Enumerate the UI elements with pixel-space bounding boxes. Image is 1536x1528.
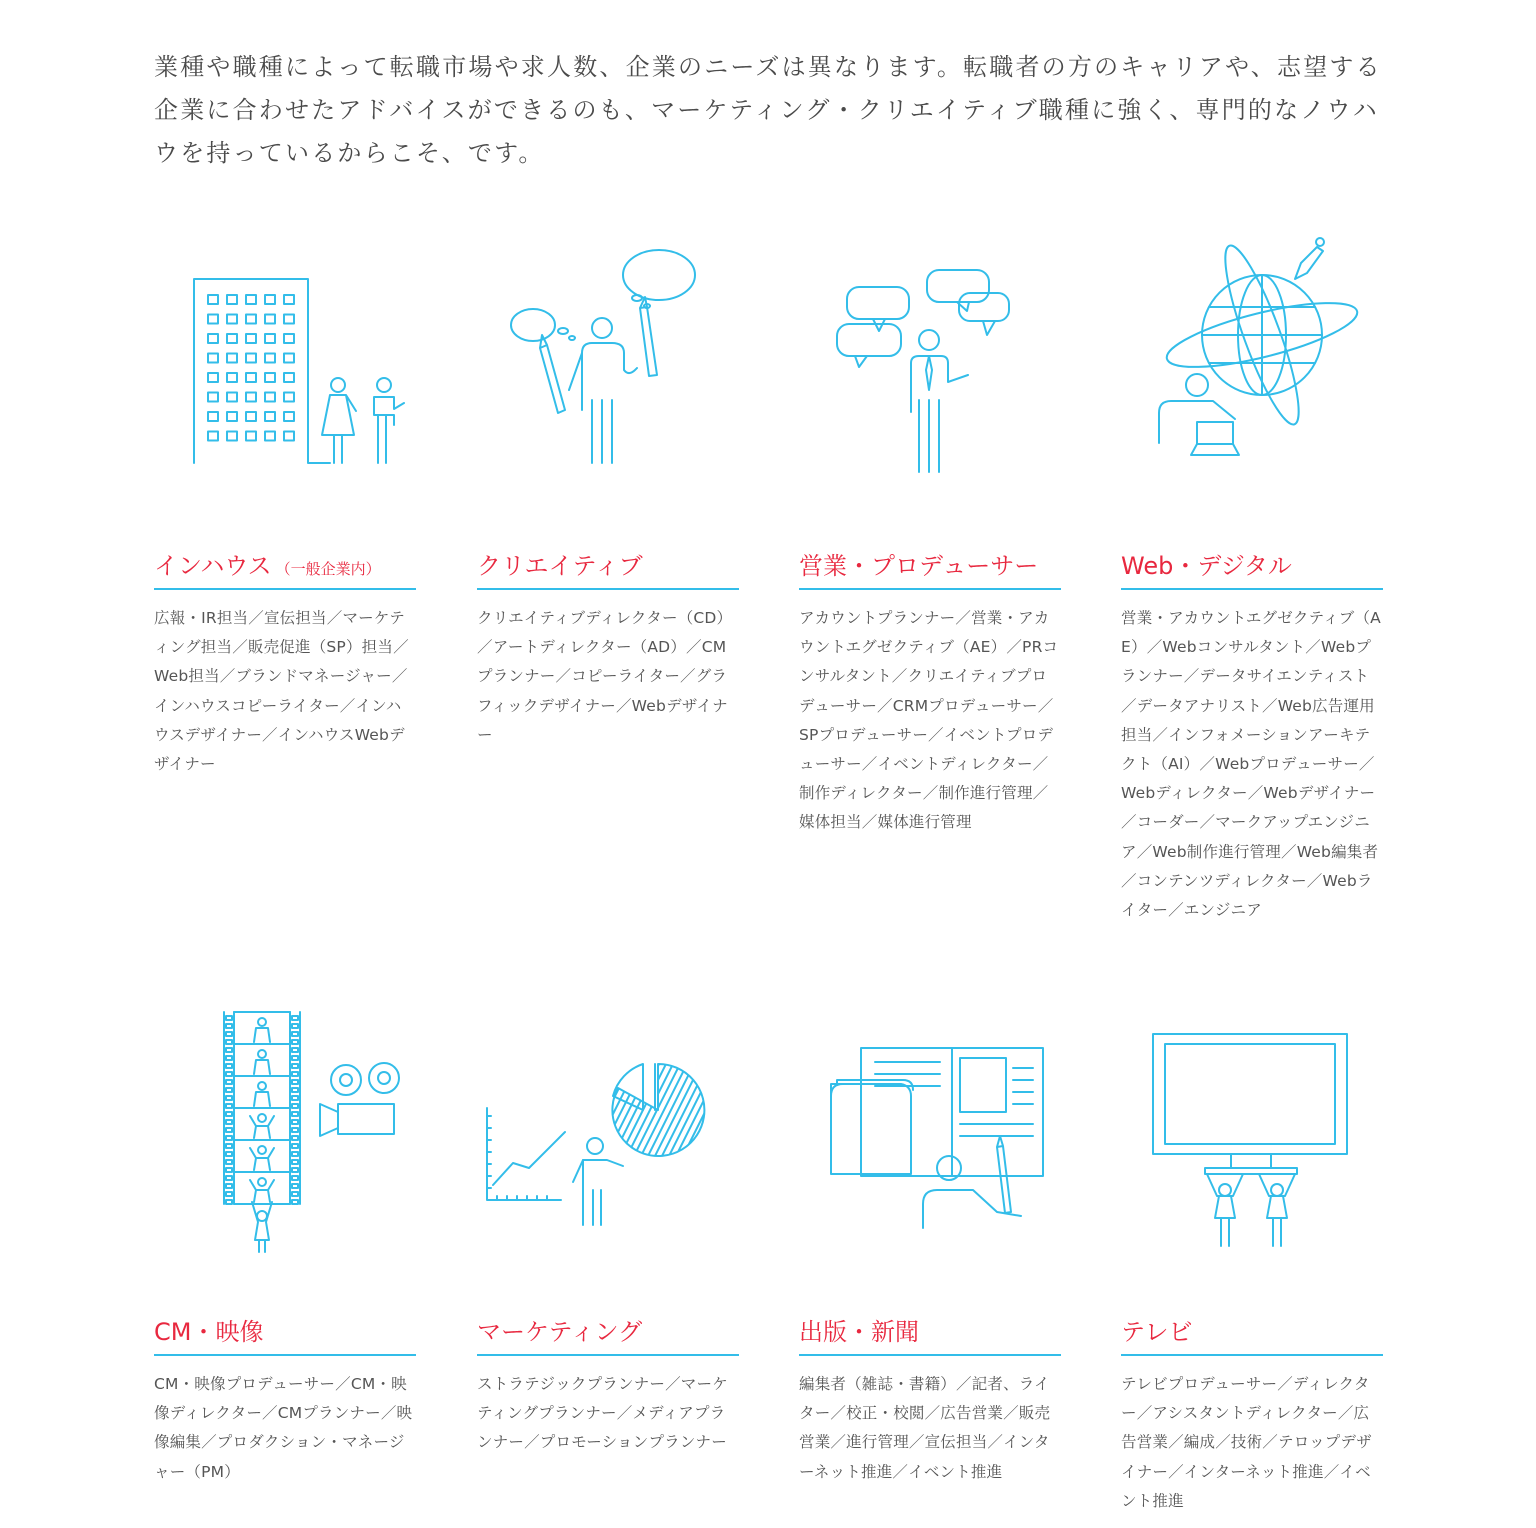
chart-icon: [483, 1060, 713, 1230]
film-camera-icon: [222, 1008, 412, 1253]
category-title: インハウス （一般企業内）: [154, 552, 416, 590]
category-jobs: 編集者（雑誌・書籍）／記者、ライター／校正・校閲／広告営業／販売営業／進行管理／宣伝担当／インターネット推進／イベント推進: [799, 1375, 1051, 1481]
category-jobs: クリエイティブディレクター（CD）／アートディレクター（AD）／CMプランナー／コピーライター／グラフィックデザイナー／Webデザイナー: [477, 609, 733, 744]
office-building-icon: [190, 275, 410, 467]
category-title: 営業・プロデューサー: [799, 552, 1061, 590]
category-jobs: テレビプロデューサー／ディレクター／アシスタントディレクター／広告営業／編成／技術／テロップデザイナー／インターネット推進／イベント推進: [1121, 1375, 1372, 1510]
category-jobs: ストラテジックプランナー／マーケティングプランナー／メディアプランナー／プロモーションプランナー: [477, 1375, 728, 1452]
category-jobs: 広報・IR担当／宣伝担当／マーケティング担当／販売促進（SP）担当／Web担当／ブランドマネージャー／インハウスコピーライター／インハウスデザイナー／インハウスWebデザイナー: [154, 609, 409, 774]
category-jobs: 営業・アカウントエグゼクティブ（AE）／Webコンサルタント／Webプランナー／データサイエンティスト／データアナリスト／Web広告運用担当／インフォメーションアーキテクト（AI）／Webプロデューサー／Webディレクター／Webデザイナー／コーダー／マークアップエンジニア／Web制作進行管理／Web編集者／コンテンツディレクター／Webライター／エンジニア: [1121, 609, 1381, 920]
book-icon: [825, 1044, 1050, 1234]
television-icon: [1151, 1032, 1351, 1252]
category-title: 出版・新聞: [799, 1318, 1061, 1356]
creative-pencils-icon: [507, 245, 707, 470]
category-title: マーケティング: [477, 1318, 739, 1356]
category-title: CM・映像: [154, 1318, 416, 1356]
category-jobs: アカウントプランナー／営業・アカウントエグゼクティブ（AE）／PRコンサルタント／クリエイティブプロデューサー／CRMプロデューサー／SPプロデューサー／イベントプロデューサー／イベントディレクター／制作ディレクター／制作進行管理／媒体担当／媒体進行管理: [799, 609, 1059, 832]
speech-bubbles-icon: [833, 265, 1023, 475]
category-title: Web・デジタル: [1121, 552, 1383, 590]
category-jobs: CM・映像プロデューサー／CM・映像ディレクター／CMプランナー／映像編集／プロダクション・マネージャー（PM）: [154, 1375, 413, 1481]
intro-text: 業種や職種によって転職市場や求人数、企業のニーズは異なります。転職者の方のキャリアや、志望する企業に合わせたアドバイスができるのも、マーケティング・クリエイティブ職種に強く、専門的なノウハウを持っているからこそ、です。: [154, 53, 1382, 167]
category-title: テレビ: [1121, 1318, 1383, 1356]
globe-icon: [1157, 235, 1357, 465]
category-title: クリエイティブ: [477, 552, 739, 590]
